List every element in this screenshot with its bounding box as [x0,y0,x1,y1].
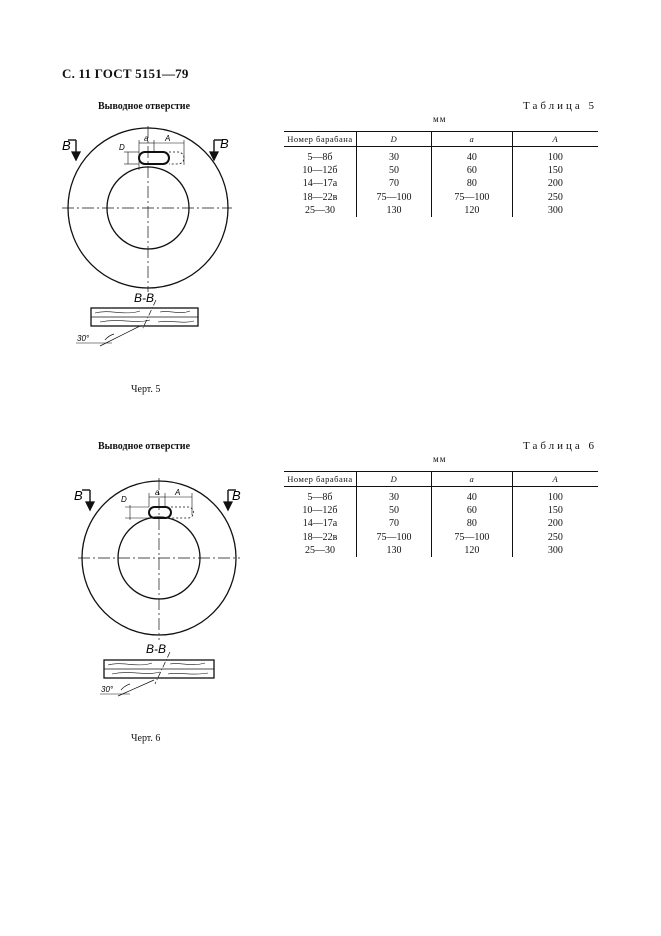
table-cell: 75—100 [356,191,431,204]
dim-label-a: a [144,134,149,143]
column-header: D [356,472,431,487]
section-mark-left: B [74,488,83,503]
table-caption: Таблица 5 [523,100,598,112]
section-mark-right: B [220,136,229,151]
table-cell: 300 [512,204,598,217]
table-cell: 30 [356,491,431,504]
dim-label-A: A [165,134,171,143]
table-cell: 300 [512,544,598,557]
column-header: D [356,132,431,147]
section-title: Выводное отверстие [98,101,191,112]
section-mark-right: B [232,488,241,503]
section-label: B-B [134,291,155,305]
table-cell: 30 [356,151,431,164]
angle-label: 30° [77,334,90,343]
table-cell: 5—8б [307,151,333,163]
table-cell: 75—100 [356,531,431,544]
table-cell: 18—22в [302,531,338,543]
table-cell: 80 [431,177,512,190]
page-header: С. 11 ГОСТ 5151—79 [62,66,189,81]
column-header: A [512,472,598,487]
column-header: Номер барабана [284,472,356,487]
table-cell: 120 [431,544,512,557]
table-cell: 150 [512,504,598,517]
table-cell: 130 [356,544,431,557]
figure-caption: Черт. 5 [131,384,161,395]
section-title: Выводное отверстие [98,441,191,452]
column-header: a [431,472,512,487]
table-cell: 250 [512,531,598,544]
figure-caption: Черт. 6 [131,733,161,744]
table-cell: 100 [512,151,598,164]
outlet-slot [149,507,171,518]
table-cell: 130 [356,204,431,217]
table-cell: 200 [512,177,598,190]
table-cell: 40 [431,491,512,504]
table-cell: 100 [512,491,598,504]
table-cell: 5—8б [307,491,333,503]
table-cell: 60 [431,504,512,517]
section-mark-left: B [62,138,71,153]
table-cell: 18—22в [302,191,338,203]
table-cell: 25—30 [304,544,335,556]
table-cell: 14—17а [302,178,338,190]
column-header: Номер барабана [284,132,356,147]
table-cell: 70 [356,177,431,190]
table-cell: 70 [356,517,431,530]
table-cell: 120 [431,204,512,217]
dim-label-D: D [121,495,127,504]
table-cell: 75—100 [431,531,512,544]
column-header: a [431,132,512,147]
table-cell: 75—100 [431,191,512,204]
dim-label-D: D [119,143,125,152]
table-cell: 200 [512,517,598,530]
table-cell: 50 [356,164,431,177]
section-label: B-B [146,642,167,656]
table-cell: 50 [356,504,431,517]
table-caption: Таблица 6 [523,440,598,452]
table-cell: 60 [431,164,512,177]
table-cell: 10—12б [302,504,338,516]
dim-label-a: a [155,488,160,497]
table-units: мм [433,454,447,464]
dim-label-A: A [175,488,181,497]
table-cell: 40 [431,151,512,164]
column-header: A [512,132,598,147]
table-cell: 14—17а [302,518,338,530]
angle-label: 30° [101,685,114,694]
table-cell: 250 [512,191,598,204]
table-cell: 25—30 [304,204,335,216]
table-cell: 80 [431,517,512,530]
table-cell: 150 [512,164,598,177]
table-cell: 10—12б [302,164,338,176]
table-units: мм [433,114,447,124]
